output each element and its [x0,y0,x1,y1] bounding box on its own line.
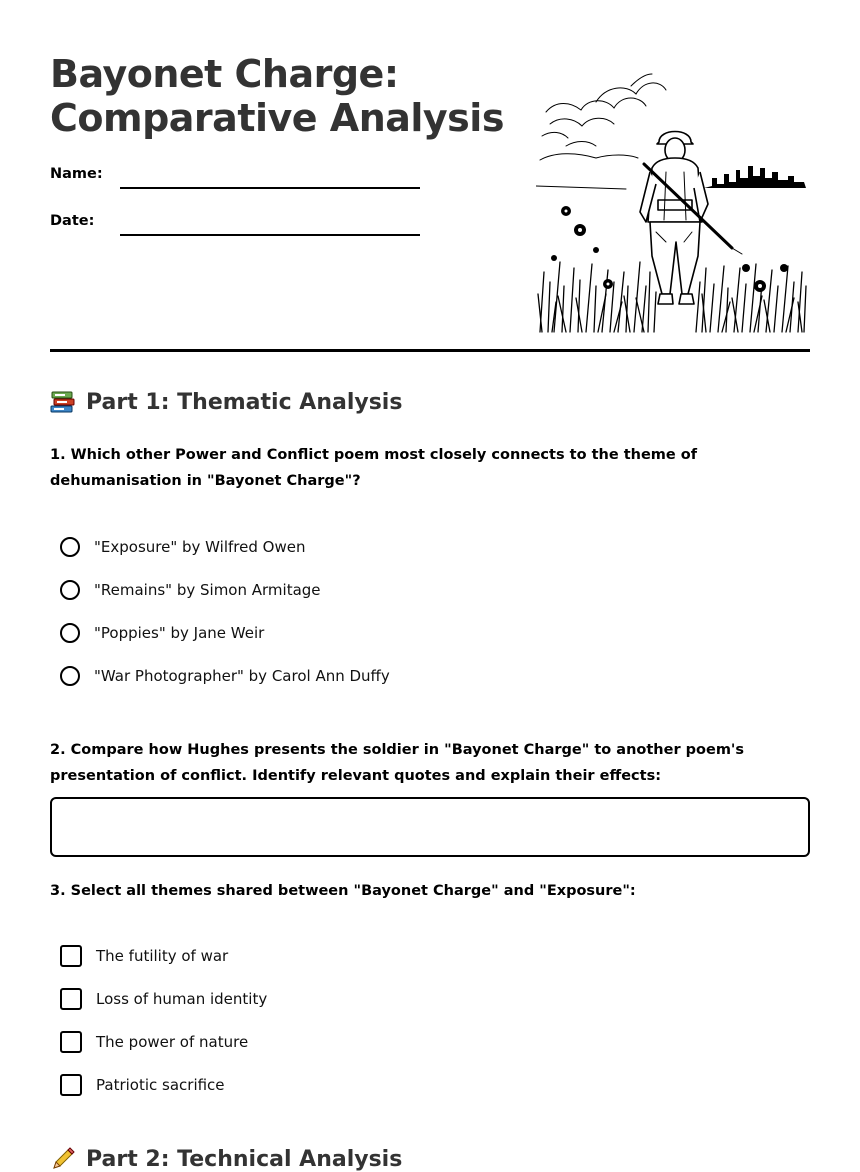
option-label: Patriotic sacrifice [96,1076,225,1094]
question-1-text: 1. Which other Power and Conflict poem most closely connects to the theme of dehumanisation in "Bayonet Charge"? [50,447,698,489]
option-label: "Remains" by Simon Armitage [94,581,321,599]
soldier-illustration [536,72,808,334]
part2-heading [50,1146,402,1172]
page-title [50,52,520,140]
radio-button[interactable] [60,666,80,686]
books-icon [50,389,76,415]
option-label: The futility of war [96,947,229,965]
checkbox[interactable] [60,988,82,1010]
radio-button[interactable] [60,623,80,643]
q3-option[interactable] [60,1031,248,1053]
header-divider [50,349,810,352]
option-label: Loss of human identity [96,990,268,1008]
q1-option[interactable] [60,537,305,557]
option-label: "War Photographer" by Carol Ann Duffy [94,667,390,685]
checkbox[interactable] [60,945,82,967]
part2-heading-text: Part 2: Technical Analysis [86,1146,403,1172]
option-label: "Exposure" by Wilfred Owen [94,538,306,556]
q3-option[interactable] [60,988,267,1010]
part1-heading-text: Part 1: Thematic Analysis [86,389,403,415]
q3-option[interactable] [60,1074,225,1096]
radio-button[interactable] [60,580,80,600]
pencil-icon [50,1146,76,1172]
question-3-text: 3. Select all themes shared between "Bayonet Charge" and "Exposure": [50,883,636,899]
name-field[interactable] [120,187,420,189]
worksheet-page [50,0,810,1172]
name-label: Name: [50,166,103,182]
part1-heading [50,389,402,415]
option-label: The power of nature [96,1033,249,1051]
option-label: "Poppies" by Jane Weir [94,624,265,642]
radio-button[interactable] [60,537,80,557]
question-2-text: 2. Compare how Hughes presents the soldier in "Bayonet Charge" to another poem's presentation of conflict. Identify relevant quotes and explain their effects: [50,742,745,784]
date-field[interactable] [120,234,420,236]
q1-option[interactable] [60,666,390,686]
title-line-1: Bayonet Charge: [50,52,399,96]
checkbox[interactable] [60,1031,82,1053]
date-label: Date: [50,213,95,229]
checkbox[interactable] [60,1074,82,1096]
q1-option[interactable] [60,623,264,643]
question-2-answer-box[interactable] [50,797,810,857]
title-line-2: Comparative Analysis [50,96,504,140]
q3-option[interactable] [60,945,228,967]
q1-option[interactable] [60,580,321,600]
